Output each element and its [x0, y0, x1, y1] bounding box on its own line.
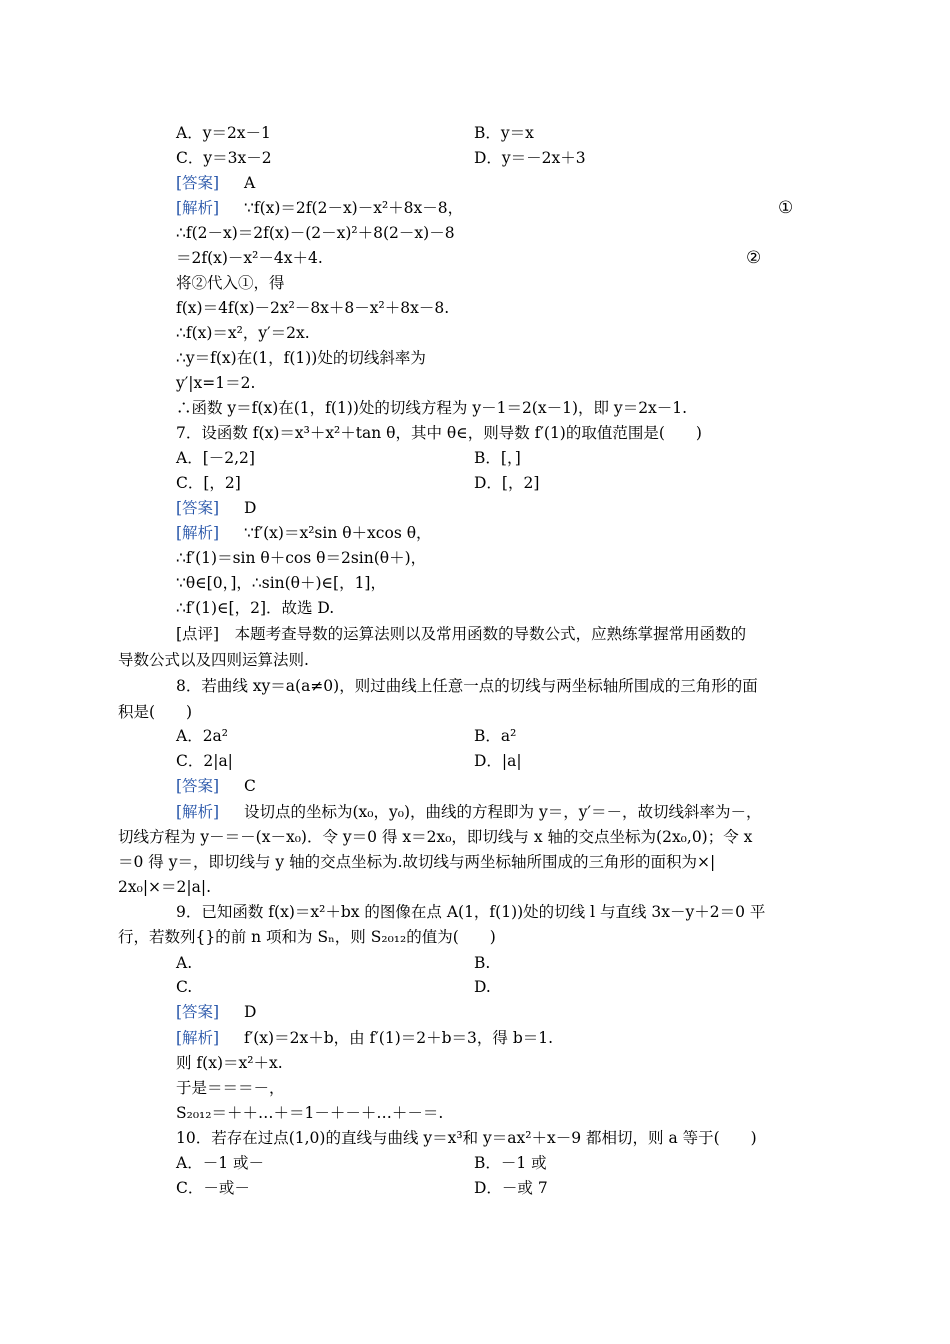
answer-value: C: [244, 777, 256, 795]
analysis-line: f(x)＝4f(x)－2x²－8x＋8－x²＋8x－8.: [176, 299, 450, 317]
q8-option-c: C．2|a|: [176, 752, 233, 770]
question-7: 7．设函数 f(x)＝x³＋x²＋tan θ，其中 θ∈，则导数 f′(1)的取值范围是( ): [176, 424, 702, 442]
q10-option-d: D．－或 7: [474, 1179, 548, 1197]
analysis-line: ∴f(x)＝x²，y′＝2x.: [176, 324, 310, 342]
analysis-line: ∴函数 y＝f(x)在(1，f(1))处的切线方程为 y－1＝2(x－1)，即 y＝2x－1.: [176, 399, 688, 417]
analysis-tag: [解析]: [176, 199, 220, 217]
q10-option-c: C．－或－: [176, 1179, 250, 1197]
review-line: 导数公式以及四则运算法则.: [118, 651, 309, 669]
q7-option-c: C．[，2]: [176, 474, 241, 492]
q9-option-c: C.: [176, 978, 193, 996]
q6-option-b: B．y＝x: [474, 124, 534, 142]
analysis-line: ∴f′(1)∈[，2]．故选 D.: [176, 599, 335, 617]
q8-option-b: B．a²: [474, 727, 517, 745]
analysis-tag: [解析]: [176, 803, 220, 821]
circled-two-mark: ②: [746, 248, 762, 268]
answer-value: D: [244, 499, 257, 517]
q6-option-a: A．y＝2x－1: [176, 124, 271, 142]
analysis-line: ∴f′(1)＝sin θ＋cos θ＝2sin(θ＋)，: [176, 549, 427, 567]
question-10: 10．若存在过点(1,0)的直线与曲线 y＝x³和 y＝ax²＋x－9 都相切，则 a 等于( ): [176, 1129, 757, 1147]
analysis-line: S₂₀₁₂＝＋＋…＋＝1－＋－＋…＋－＝.: [176, 1104, 444, 1122]
analysis-line: ∵f′(x)＝x²sin θ＋xcos θ，: [244, 524, 432, 542]
analysis-line: 2x₀|×＝2|a|.: [118, 878, 212, 896]
q9-option-b: B.: [474, 954, 491, 972]
analysis-line: 切线方程为 y－＝－(x－x₀)．令 y＝0 得 x＝2x₀，即切线与 x 轴的交点坐标为(2x₀,0)；令 x: [118, 828, 753, 846]
answer-tag: [答案]: [176, 1003, 220, 1021]
analysis-line: y′|x=1＝2.: [176, 374, 256, 392]
q6-option-c: C．y＝3x－2: [176, 149, 272, 167]
question-8-cont: 积是( ): [118, 703, 193, 721]
answer-value: A: [244, 174, 256, 192]
question-8: 8．若曲线 xy＝a(a≠0)，则过曲线上任意一点的切线与两坐标轴所围成的三角形的面: [176, 677, 758, 695]
q9-option-d: D.: [474, 978, 491, 996]
analysis-line: ＝0 得 y＝，即切线与 y 轴的交点坐标为.故切线与两坐标轴所围成的三角形的面积为×|: [118, 853, 716, 871]
analysis-tag: [解析]: [176, 524, 220, 542]
analysis-line: 设切点的坐标为(x₀，y₀)，曲线的方程即为 y＝，y′＝－，故切线斜率为－，: [244, 803, 762, 821]
q7-option-d: D．[，2]: [474, 474, 540, 492]
answer-tag: [答案]: [176, 777, 220, 795]
analysis-line: 将②代入①，得: [176, 274, 285, 292]
analysis-line: ∵f(x)＝2f(2－x)－x²＋8x－8，: [244, 199, 464, 217]
q7-option-b: B．[，]: [474, 449, 521, 467]
analysis-line: 于是＝＝＝－，: [176, 1079, 285, 1097]
answer-tag: [答案]: [176, 174, 220, 192]
analysis-tag: [解析]: [176, 1029, 220, 1047]
q10-option-b: B．－1 或: [474, 1154, 547, 1172]
answer-value: D: [244, 1003, 257, 1021]
circled-one-mark: ①: [778, 198, 794, 218]
q10-option-a: A．－1 或－: [176, 1154, 264, 1172]
question-9-cont: 行，若数列{}的前 n 项和为 Sₙ，则 S₂₀₁₂的值为( ): [118, 928, 496, 946]
analysis-line: 则 f(x)＝x²＋x.: [176, 1054, 283, 1072]
q9-option-a: A.: [176, 954, 193, 972]
analysis-line: f′(x)＝2x＋b，由 f′(1)＝2＋b＝3，得 b＝1.: [244, 1029, 554, 1047]
q8-option-a: A．2a²: [176, 727, 229, 745]
q8-option-d: D．|a|: [474, 752, 522, 770]
analysis-line: ＝2f(x)－x²－4x＋4.: [176, 249, 323, 267]
answer-tag: [答案]: [176, 499, 220, 517]
analysis-line: ∴y＝f(x)在(1，f(1))处的切线斜率为: [176, 349, 426, 367]
question-9: 9．已知函数 f(x)＝x²＋bx 的图像在点 A(1，f(1))处的切线 l 与直线 3x－y＋2＝0 平: [176, 903, 766, 921]
analysis-line: ∴f(2－x)＝2f(x)－(2－x)²＋8(2－x)－8: [176, 224, 455, 242]
q6-option-d: D．y＝－2x＋3: [474, 149, 586, 167]
q7-option-a: A．[－2,2]: [176, 449, 255, 467]
review-line: [点评] 本题考查导数的运算法则以及常用函数的导数公式，应熟练掌握常用函数的: [176, 625, 747, 643]
analysis-line: ∵θ∈[0，]，∴sin(θ＋)∈[，1]，: [176, 574, 386, 592]
